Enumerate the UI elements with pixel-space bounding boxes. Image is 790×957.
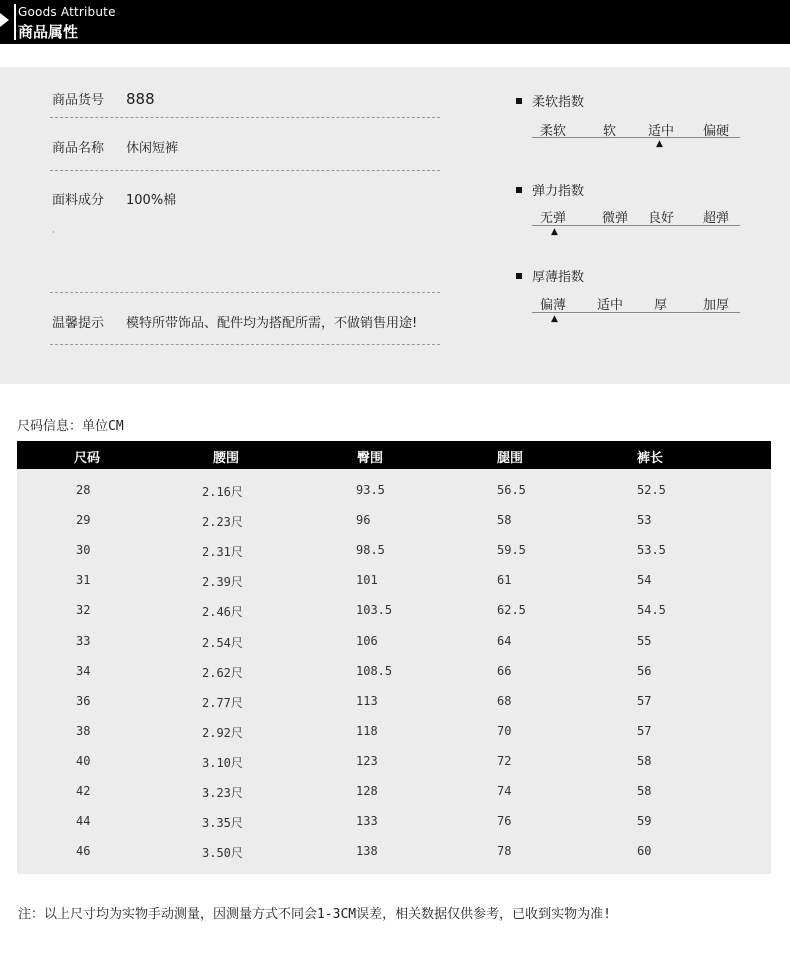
table-cell: 58 bbox=[637, 753, 652, 768]
column-header: 臀围 bbox=[357, 451, 384, 466]
table-cell: 42 bbox=[76, 784, 91, 798]
table-cell: 36 bbox=[76, 693, 91, 708]
table-cell: 54.5 bbox=[637, 603, 666, 618]
table-cell: 30 bbox=[76, 543, 91, 558]
attr-item-tip bbox=[52, 312, 417, 331]
table-cell: 96 bbox=[356, 513, 371, 528]
decorative-speck: · bbox=[52, 228, 55, 238]
table-cell: 3.23尺 bbox=[202, 786, 243, 800]
table-cell: 70 bbox=[497, 723, 512, 738]
table-cell: 98.5 bbox=[356, 543, 385, 558]
scale-option: 适中 bbox=[648, 124, 675, 139]
attr-item-name bbox=[52, 137, 178, 156]
selected-pointer-icon: ▲ bbox=[656, 139, 663, 149]
scale-option: 良好 bbox=[648, 211, 675, 226]
table-cell: 29 bbox=[76, 513, 91, 528]
section-title-en: Goods Attribute bbox=[18, 5, 116, 19]
square-bullet-icon bbox=[516, 98, 522, 104]
table-cell: 56 bbox=[637, 663, 652, 678]
scale-line bbox=[532, 225, 740, 226]
table-cell: 3.10尺 bbox=[202, 755, 243, 770]
table-cell: 103.5 bbox=[356, 603, 393, 618]
scale-option: 偏硬 bbox=[703, 124, 730, 139]
attr-value: 休闲短裤 bbox=[126, 141, 179, 156]
table-row bbox=[17, 686, 771, 716]
column-header: 尺码 bbox=[74, 451, 101, 466]
table-row bbox=[17, 716, 771, 746]
table-cell: 33 bbox=[76, 633, 91, 648]
attr-item-number bbox=[52, 89, 155, 108]
table-cell: 108.5 bbox=[356, 663, 393, 678]
table-cell: 34 bbox=[76, 663, 91, 678]
attr-label: 商品货号 bbox=[52, 93, 105, 108]
table-cell: 2.23尺 bbox=[202, 515, 243, 530]
dashed-divider bbox=[50, 117, 440, 118]
table-cell: 32 bbox=[76, 603, 91, 618]
table-cell: 74 bbox=[497, 784, 512, 798]
table-cell: 28 bbox=[76, 483, 91, 497]
header-divider bbox=[14, 4, 16, 40]
table-cell: 78 bbox=[497, 844, 512, 859]
scale-line bbox=[532, 137, 740, 138]
measurement-note: 注：以上尺寸均为实物手动测量，因测量方式不同会1-3CM误差，相关数据仅供参考，已收到实物为准! bbox=[18, 907, 611, 922]
selected-pointer-icon: ▲ bbox=[551, 314, 558, 324]
table-row bbox=[17, 656, 771, 686]
table-cell: 2.46尺 bbox=[202, 605, 243, 620]
table-row bbox=[17, 776, 771, 806]
table-cell: 113 bbox=[356, 693, 378, 708]
table-cell: 56.5 bbox=[497, 483, 526, 497]
scale-option: 无弹 bbox=[540, 211, 567, 226]
column-header: 腿围 bbox=[497, 451, 524, 466]
elasticity-index-title: 弹力指数 bbox=[516, 180, 584, 199]
table-cell: 138 bbox=[356, 844, 378, 859]
table-cell: 31 bbox=[76, 573, 91, 588]
table-cell: 2.77尺 bbox=[202, 695, 243, 710]
attr-value: 888 bbox=[126, 90, 155, 108]
table-row bbox=[17, 535, 771, 565]
table-row bbox=[17, 806, 771, 836]
table-row bbox=[17, 505, 771, 535]
table-cell: 72 bbox=[497, 753, 512, 768]
table-cell: 62.5 bbox=[497, 603, 526, 618]
attr-value: 100%棉 bbox=[126, 193, 177, 208]
table-cell: 54 bbox=[637, 573, 652, 588]
table-cell: 40 bbox=[76, 753, 91, 768]
table-row bbox=[17, 626, 771, 656]
table-cell: 2.31尺 bbox=[202, 545, 243, 560]
table-cell: 123 bbox=[356, 753, 378, 768]
square-bullet-icon bbox=[516, 187, 522, 193]
attribute-panel bbox=[0, 67, 790, 384]
scale-option: 超弹 bbox=[703, 211, 730, 226]
table-cell: 52.5 bbox=[637, 483, 666, 497]
scale-option: 软 bbox=[603, 124, 617, 139]
scale-option: 适中 bbox=[597, 298, 624, 313]
attr-value: 模特所带饰品、配件均为搭配所需，不做销售用途! bbox=[126, 316, 418, 331]
table-cell: 2.54尺 bbox=[202, 635, 243, 650]
scale-option: 加厚 bbox=[703, 298, 730, 313]
table-cell: 46 bbox=[76, 844, 91, 859]
scale-option: 微弹 bbox=[602, 211, 629, 226]
selected-pointer-icon: ▲ bbox=[551, 227, 558, 237]
table-cell: 59 bbox=[637, 814, 652, 829]
table-cell: 3.35尺 bbox=[202, 816, 243, 831]
table-cell: 101 bbox=[356, 573, 378, 588]
softness-index-title: 柔软指数 bbox=[516, 91, 584, 110]
section-title-zh: 商品属性 bbox=[18, 23, 79, 41]
attr-label: 温馨提示 bbox=[52, 316, 105, 331]
table-cell: 57 bbox=[637, 693, 652, 708]
square-bullet-icon bbox=[516, 273, 522, 279]
table-cell: 106 bbox=[356, 633, 378, 648]
table-cell: 66 bbox=[497, 663, 512, 678]
size-table-body bbox=[17, 469, 771, 874]
attr-label: 面料成分 bbox=[52, 193, 105, 208]
table-cell: 128 bbox=[356, 784, 378, 798]
scale-option: 偏薄 bbox=[540, 298, 567, 313]
size-table-title: 尺码信息：单位CM bbox=[17, 419, 124, 434]
table-cell: 2.92尺 bbox=[202, 725, 243, 740]
scale-option: 柔软 bbox=[540, 124, 567, 139]
dashed-divider bbox=[50, 170, 440, 171]
table-cell: 2.39尺 bbox=[202, 575, 243, 590]
table-cell: 53.5 bbox=[637, 543, 666, 558]
attr-item-material bbox=[52, 189, 176, 208]
table-row bbox=[17, 475, 771, 505]
table-cell: 58 bbox=[497, 513, 512, 528]
table-cell: 53 bbox=[637, 513, 652, 528]
table-cell: 38 bbox=[76, 723, 91, 738]
scale-option: 厚 bbox=[654, 298, 668, 313]
table-cell: 93.5 bbox=[356, 483, 385, 497]
table-cell: 59.5 bbox=[497, 543, 526, 558]
table-cell: 133 bbox=[356, 814, 378, 829]
table-cell: 57 bbox=[637, 723, 652, 738]
table-row bbox=[17, 595, 771, 625]
table-row bbox=[17, 565, 771, 595]
dashed-divider bbox=[50, 292, 440, 293]
table-cell: 60 bbox=[637, 844, 652, 859]
table-row bbox=[17, 836, 771, 866]
attr-label: 商品名称 bbox=[52, 141, 105, 156]
table-cell: 61 bbox=[497, 573, 512, 588]
column-header: 腰围 bbox=[213, 451, 240, 466]
table-cell: 58 bbox=[637, 784, 652, 798]
table-cell: 2.16尺 bbox=[202, 485, 243, 499]
table-cell: 55 bbox=[637, 633, 652, 648]
size-table-header bbox=[17, 441, 771, 469]
triangle-marker-icon bbox=[0, 13, 9, 27]
section-header bbox=[0, 0, 790, 44]
dashed-divider bbox=[50, 344, 440, 345]
table-cell: 76 bbox=[497, 814, 512, 829]
scale-line bbox=[532, 312, 740, 313]
table-cell: 3.50尺 bbox=[202, 846, 243, 861]
table-cell: 2.62尺 bbox=[202, 665, 243, 680]
table-cell: 64 bbox=[497, 633, 512, 648]
table-row bbox=[17, 746, 771, 776]
column-header: 裤长 bbox=[637, 451, 664, 466]
table-cell: 44 bbox=[76, 814, 91, 829]
table-cell: 118 bbox=[356, 723, 378, 738]
thickness-index-title: 厚薄指数 bbox=[516, 266, 584, 285]
table-cell: 68 bbox=[497, 693, 512, 708]
